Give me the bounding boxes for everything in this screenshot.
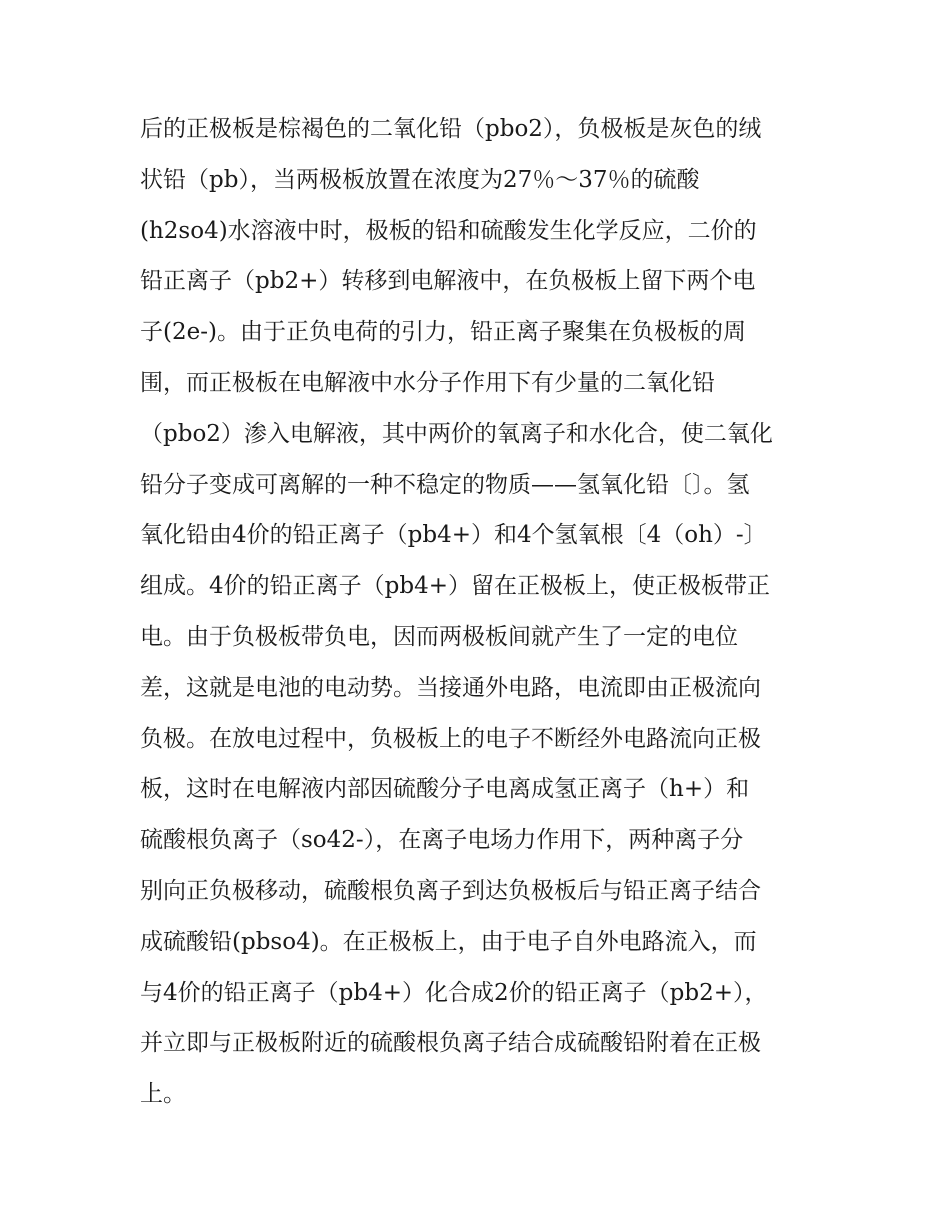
body-paragraph	[140, 104, 830, 1120]
text-line-17: 成硫酸铅(pbso4)。在正极板上，由于电子自外电路流入，而	[140, 928, 757, 955]
text-line-19: 并立即与正极板附近的硫酸根负离子结合成硫酸铅附着在正极	[140, 1030, 761, 1057]
text-line-15: 硫酸根负离子（so42-），在离子电场力作用下，两种离子分	[140, 827, 744, 854]
text-line-4: 铅正离子（pb2+）转移到电解液中，在负极板上留下两个电	[140, 268, 756, 295]
text-line-20: 上。	[140, 1081, 186, 1108]
text-line-1: 后的正极板是棕褐色的二氧化铅（pbo2），负极板是灰色的绒	[140, 116, 762, 142]
text-line-7: （pbo2）渗入电解液，其中两价的氧离子和水化合，使二氧化	[140, 420, 773, 447]
text-line-11: 电。由于负极板带负电，因而两极板间就产生了一定的电位	[140, 623, 738, 650]
text-line-8: 铅分子变成可离解的一种不稳定的物质——氢氧化铅〔〕。氢	[140, 471, 750, 498]
text-line-12: 差，这就是电池的电动势。当接通外电路，电流即由正极流向	[140, 674, 761, 701]
text-line-3: (h2so4)水溶液中时，极板的铅和硫酸发生化学反应，二价的	[140, 217, 757, 244]
text-line-9: 氧化铅由4价的铅正离子（pb4+）和4个氢氧根〔4（oh）-〕	[140, 522, 767, 549]
text-line-16: 别向正负极移动，硫酸根负离子到达负极板后与铅正离子结合	[140, 877, 761, 904]
text-line-14: 板，这时在电解液内部因硫酸分子电离成氢正离子（h+）和	[140, 776, 750, 803]
text-line-5: 子(2e-)。由于正负电荷的引力，铅正离子聚集在负极板的周	[140, 319, 746, 346]
text-line-10: 组成。4价的铅正离子（pb4+）留在正极板上，使正极板带正	[140, 573, 770, 600]
text-line-6: 围，而正极板在电解液中水分子作用下有少量的二氧化铅	[140, 369, 715, 396]
text-line-13: 负极。在放电过程中，负极板上的电子不断经外电路流向正极	[140, 725, 761, 752]
text-line-18: 与4价的铅正离子（pb4+）化合成2价的铅正离子（pb2+），	[140, 979, 768, 1006]
text-line-2: 状铅（pb），当两极板放置在浓度为27％～37％的硫酸	[140, 166, 700, 193]
